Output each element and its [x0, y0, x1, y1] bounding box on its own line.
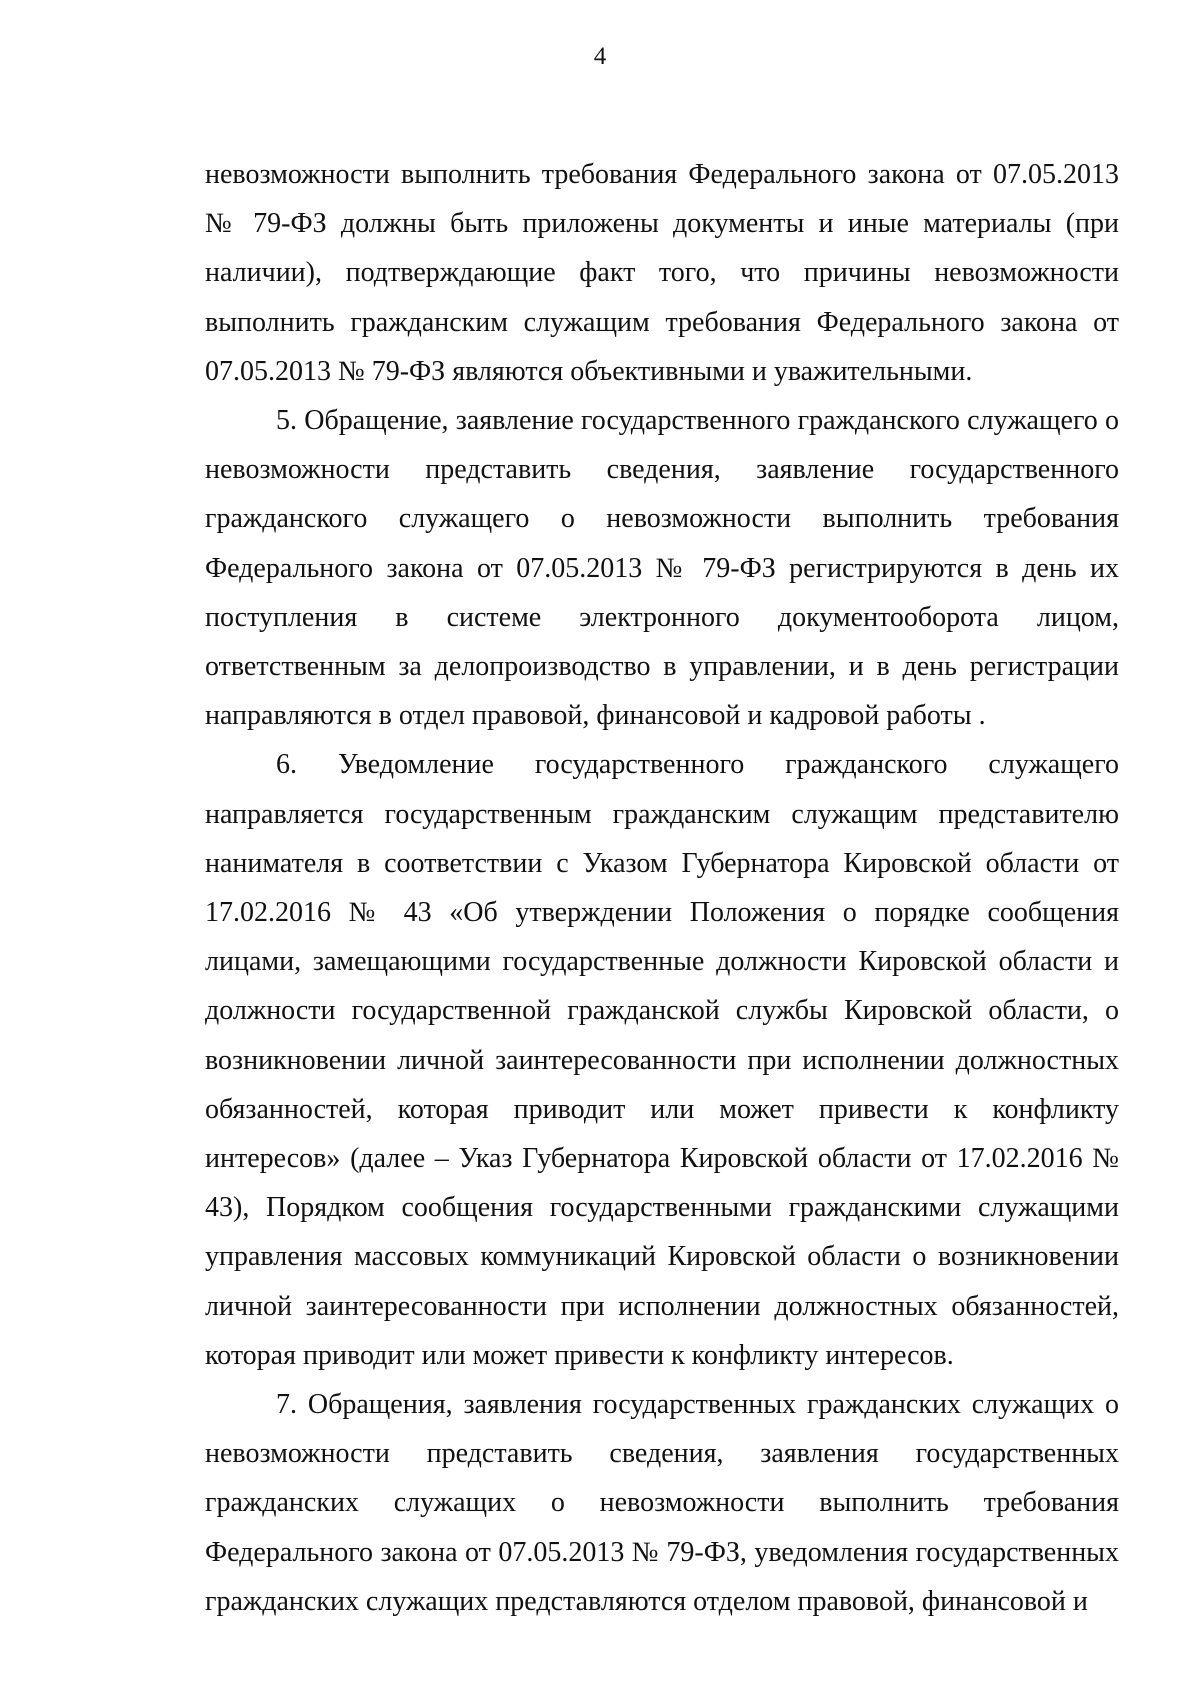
- paragraph-item-5: 5. Обращение, заявление государственного гражданского служащего о невозможности представить сведения, заявление государственного гражданского служащего о невозможности выполнить требования Федерального закона от 07.05.2013 № 79-ФЗ регистрируются в день их поступления в системе электронного документооборота лицом, ответственным за делопроизводство в управлении, и в день регистрации направляются в отдел правовой, финансовой и кадровой работы .: [205, 405, 1119, 732]
- document-body: [205, 150, 1119, 1626]
- paragraph-item-7: 7. Обращения, заявления государственных гражданских служащих о невозможности представить сведения, заявления государственных гражданских служащих о невозможности выполнить требования Федерального закона от 07.05.2013 № 79-ФЗ, уведомления государственных гражданских служащих представляются отделом правовой, финансовой и: [205, 1389, 1119, 1617]
- page-number: 4: [593, 43, 607, 70]
- paragraph-continuation: невозможности выполнить требования Федерального закона от 07.05.2013 № 79-ФЗ должны быть приложены документы и иные материалы (при наличии), подтверждающие факт того, что причины невозможности выполнить гражданским служащим требования Федерального закона от 07.05.2013 № 79-ФЗ являются объективными и уважительными.: [205, 159, 1119, 387]
- paragraph-item-6: 6. Уведомление государственного гражданского служащего направляется государственным гражданским служащим представителю нанимателя в соответствии с Указом Губернатора Кировской области от 17.02.2016 № 43 «Об утверждении Положения о порядке сообщения лицами, замещающими государственные должности Кировской области и должности государственной гражданской службы Кировской области, о возникновении личной заинтересованности при исполнении должностных обязанностей, которая приводит или может привести к конфликту интересов» (далее – Указ Губернатора Кировской области от 17.02.2016 № 43), Порядком сообщения государственными гражданскими служащими управления массовых коммуникаций Кировской области о возникновении личной заинтересованности при исполнении должностных обязанностей, которая приводит или может привести к конфликту интересов.: [205, 749, 1119, 1371]
